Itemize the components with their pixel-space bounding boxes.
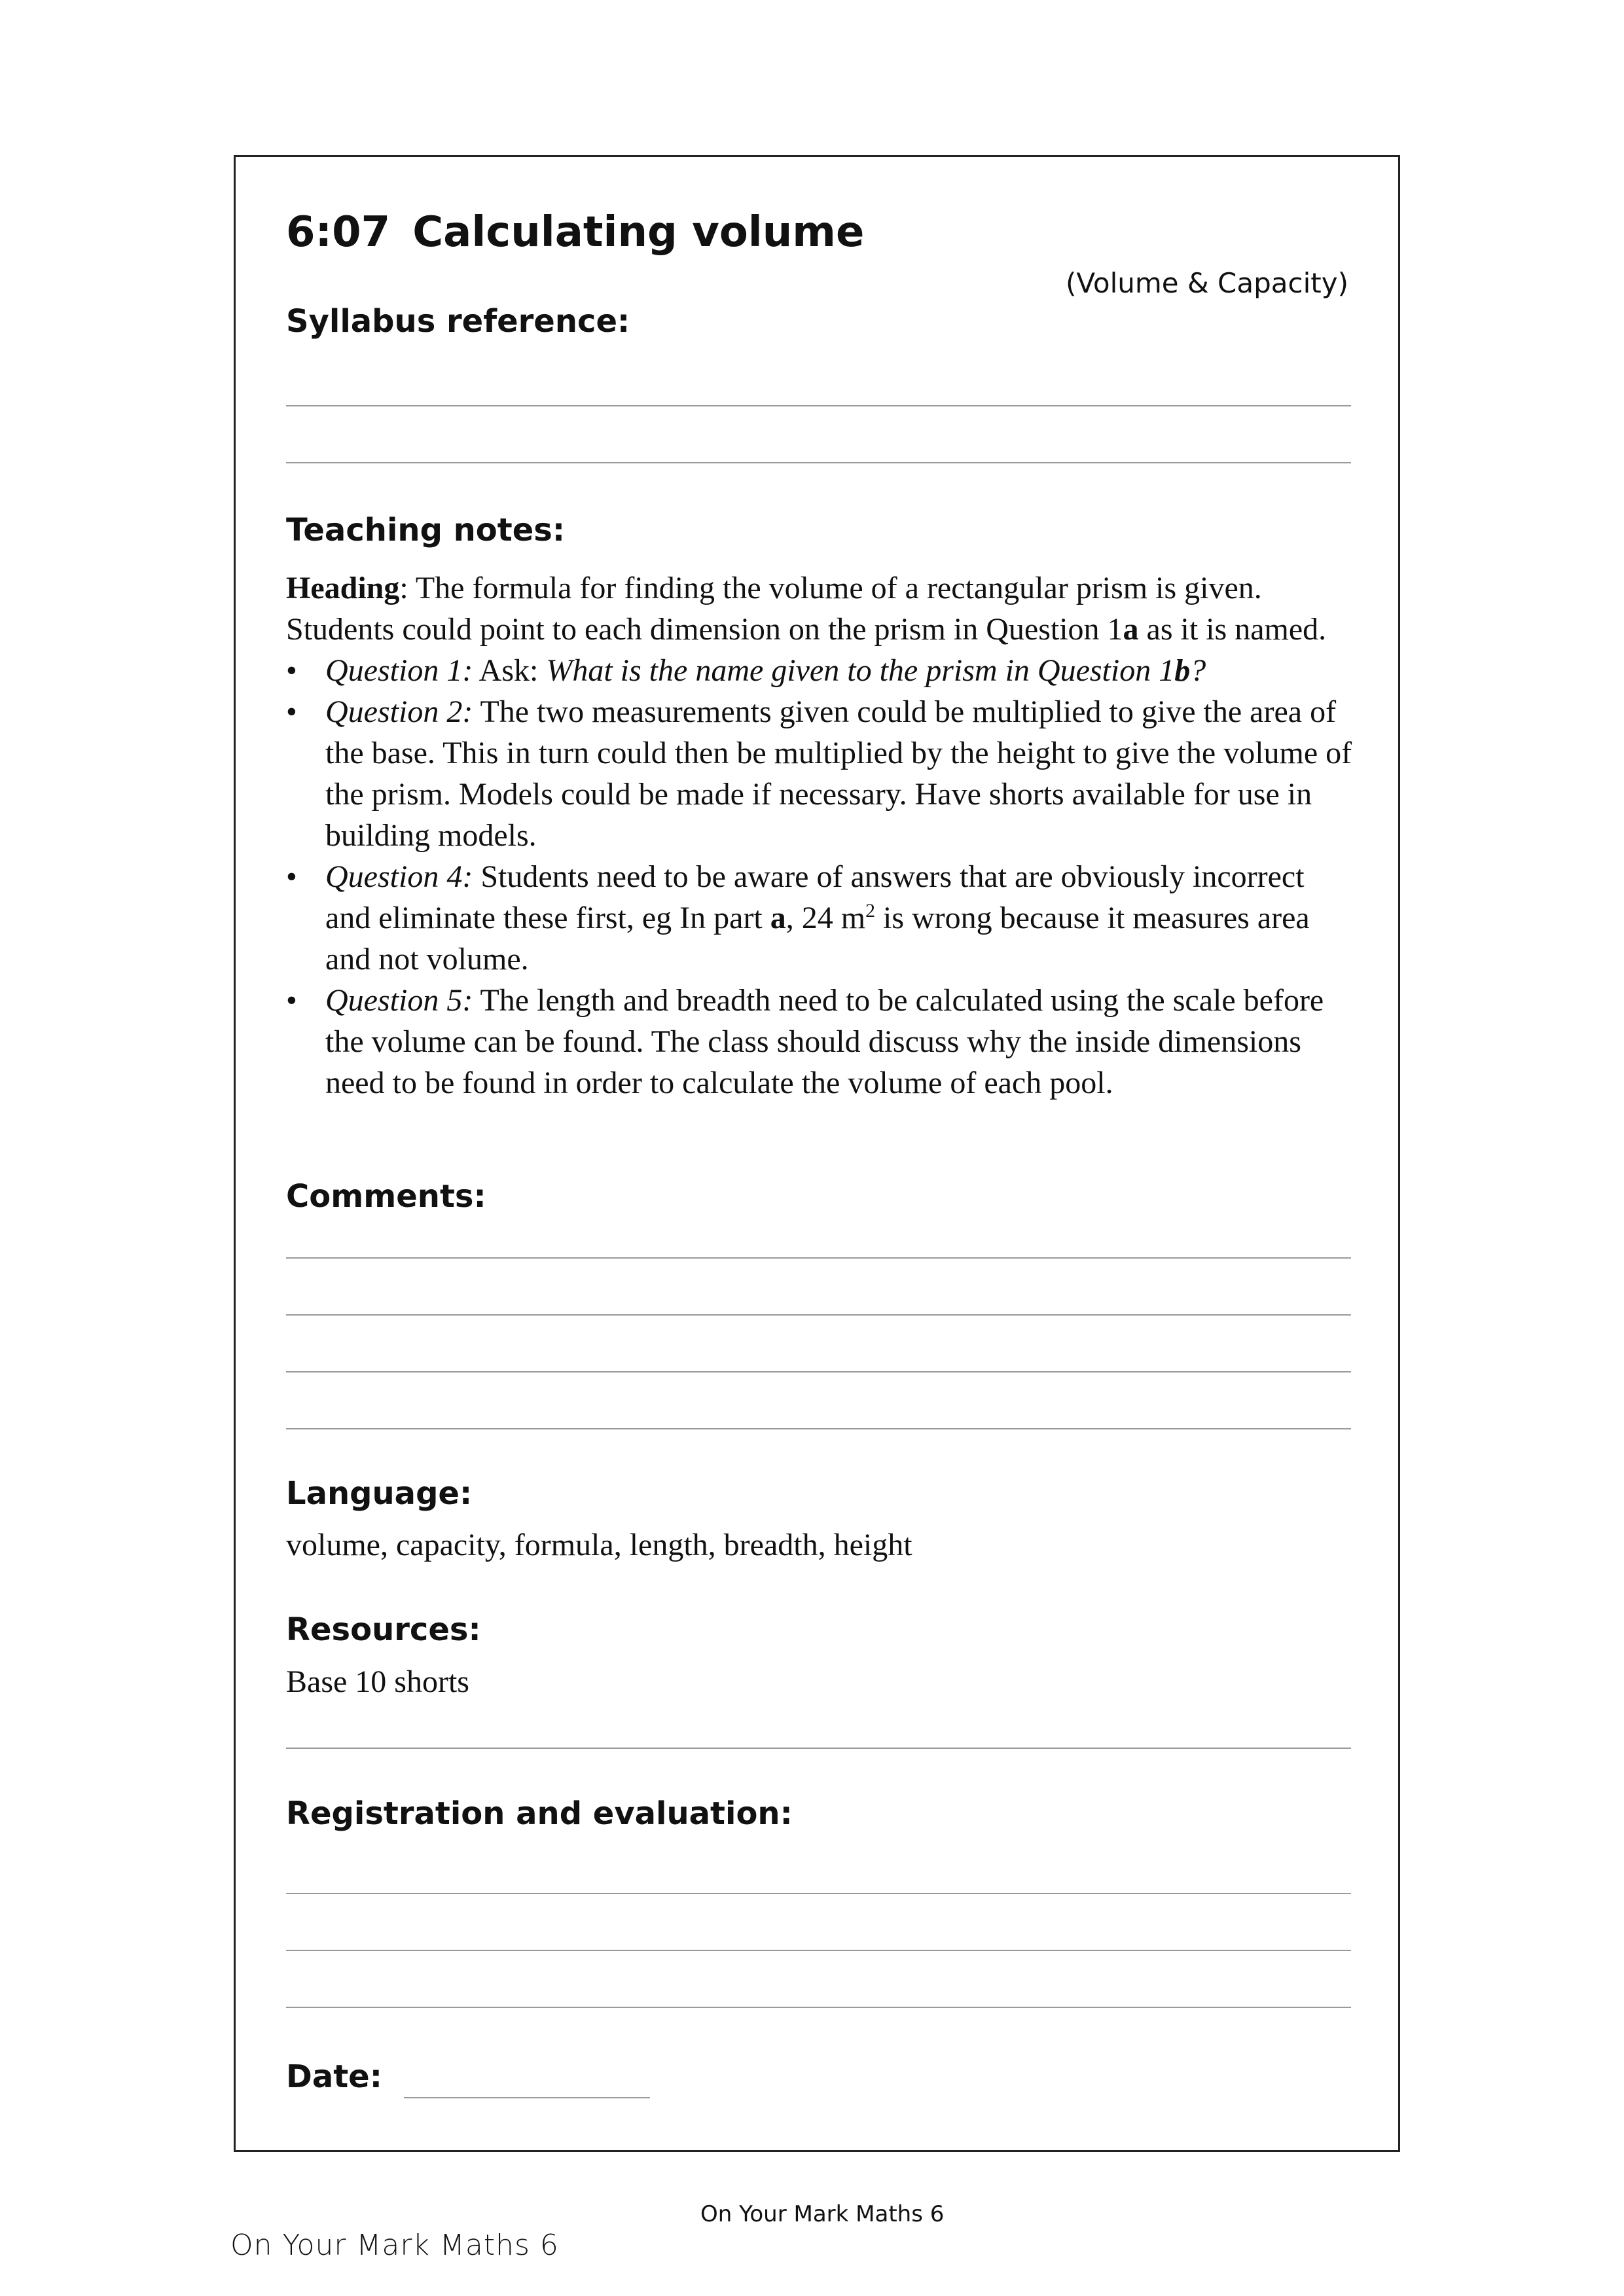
- syllabus-line-2[interactable]: [286, 462, 1351, 463]
- bullet: •: [286, 694, 297, 729]
- language-heading: Language:: [286, 1475, 473, 1512]
- note-question-5: [286, 980, 1353, 1103]
- intro-lead: Heading: [286, 571, 400, 605]
- note-question-1: [286, 650, 1353, 691]
- resources-text: Base 10 shorts: [286, 1664, 469, 1699]
- comments-line-2[interactable]: [286, 1314, 1351, 1316]
- intro-bold: a: [1123, 612, 1139, 647]
- bullet: •: [286, 983, 297, 1018]
- intro-text-end: as it is named.: [1138, 612, 1327, 647]
- page-frame: [234, 155, 1400, 2152]
- bullet: •: [286, 859, 297, 894]
- comments-line-3[interactable]: [286, 1371, 1351, 1372]
- note-question-4: [286, 856, 1353, 980]
- lesson-title: Calculating volume: [412, 208, 865, 257]
- registration-line-2[interactable]: [286, 1950, 1351, 1951]
- question-quote-end: ?: [1190, 653, 1206, 688]
- note-text: Students need to be aware of answers that are obviously incorrect and eliminate these first, eg In part: [325, 859, 1305, 935]
- note-text-mid: , 24 m: [785, 901, 866, 935]
- footer-center: On Your Mark Maths 6: [700, 2201, 945, 2227]
- teaching-intro: [286, 567, 1353, 650]
- lesson-number: 6:07: [286, 208, 391, 257]
- resources-heading: Resources:: [286, 1611, 481, 1648]
- page-title: [286, 208, 864, 257]
- registration-heading: Registration and evaluation:: [286, 1795, 793, 1832]
- question-quote-bold: b: [1174, 653, 1191, 688]
- note-text: The length and breadth need to be calculated using the scale before the volume can be found. The class should discuss why the inside dimensions need to be found in order to calculate the volume of each pool.: [325, 983, 1324, 1100]
- registration-line-3[interactable]: [286, 2007, 1351, 2008]
- comments-line-1[interactable]: [286, 1257, 1351, 1259]
- date-label: Date:: [286, 2058, 382, 2095]
- intro-text: : The formula for finding the volume of a rectangular prism is given. Students could point to each dimension on the prism in Question 1: [286, 571, 1262, 647]
- question-label: Question 1:: [325, 653, 473, 688]
- registration-line-1[interactable]: [286, 1893, 1351, 1894]
- syllabus-heading: Syllabus reference:: [286, 303, 630, 340]
- question-notes-list: [286, 650, 1353, 1103]
- date-field-line[interactable]: [404, 2097, 650, 2098]
- superscript: 2: [865, 900, 875, 922]
- language-text: volume, capacity, formula, length, breadth, height: [286, 1528, 912, 1562]
- bullet: •: [286, 653, 297, 688]
- teaching-notes-body: [286, 567, 1353, 1103]
- comments-line-4[interactable]: [286, 1428, 1351, 1429]
- note-question-2: [286, 691, 1353, 856]
- note-text: Ask:: [473, 653, 547, 688]
- note-bold: a: [770, 901, 786, 935]
- question-label: Question 4:: [325, 859, 473, 894]
- question-quote-text: What is the name given to the prism in Question 1: [546, 653, 1175, 688]
- note-text-end: is wrong because it measures area and not volume.: [325, 901, 1310, 977]
- syllabus-line-1[interactable]: [286, 405, 1351, 406]
- teaching-notes-heading: Teaching notes:: [286, 512, 566, 548]
- topic-label: (Volume & Capacity): [1066, 267, 1348, 299]
- note-text: The two measurements given could be multiplied to give the area of the base. This in turn could then be multiplied by the height to give the volume of the prism. Models could be made if necessary. Have shorts available for use in building models.: [325, 694, 1352, 853]
- question-label: Question 2:: [325, 694, 473, 729]
- question-quote: [546, 653, 1206, 688]
- question-label: Question 5:: [325, 983, 473, 1018]
- comments-heading: Comments:: [286, 1178, 486, 1215]
- footer-left: On Your Mark Maths 6: [230, 2229, 559, 2262]
- resources-line[interactable]: [286, 1748, 1351, 1749]
